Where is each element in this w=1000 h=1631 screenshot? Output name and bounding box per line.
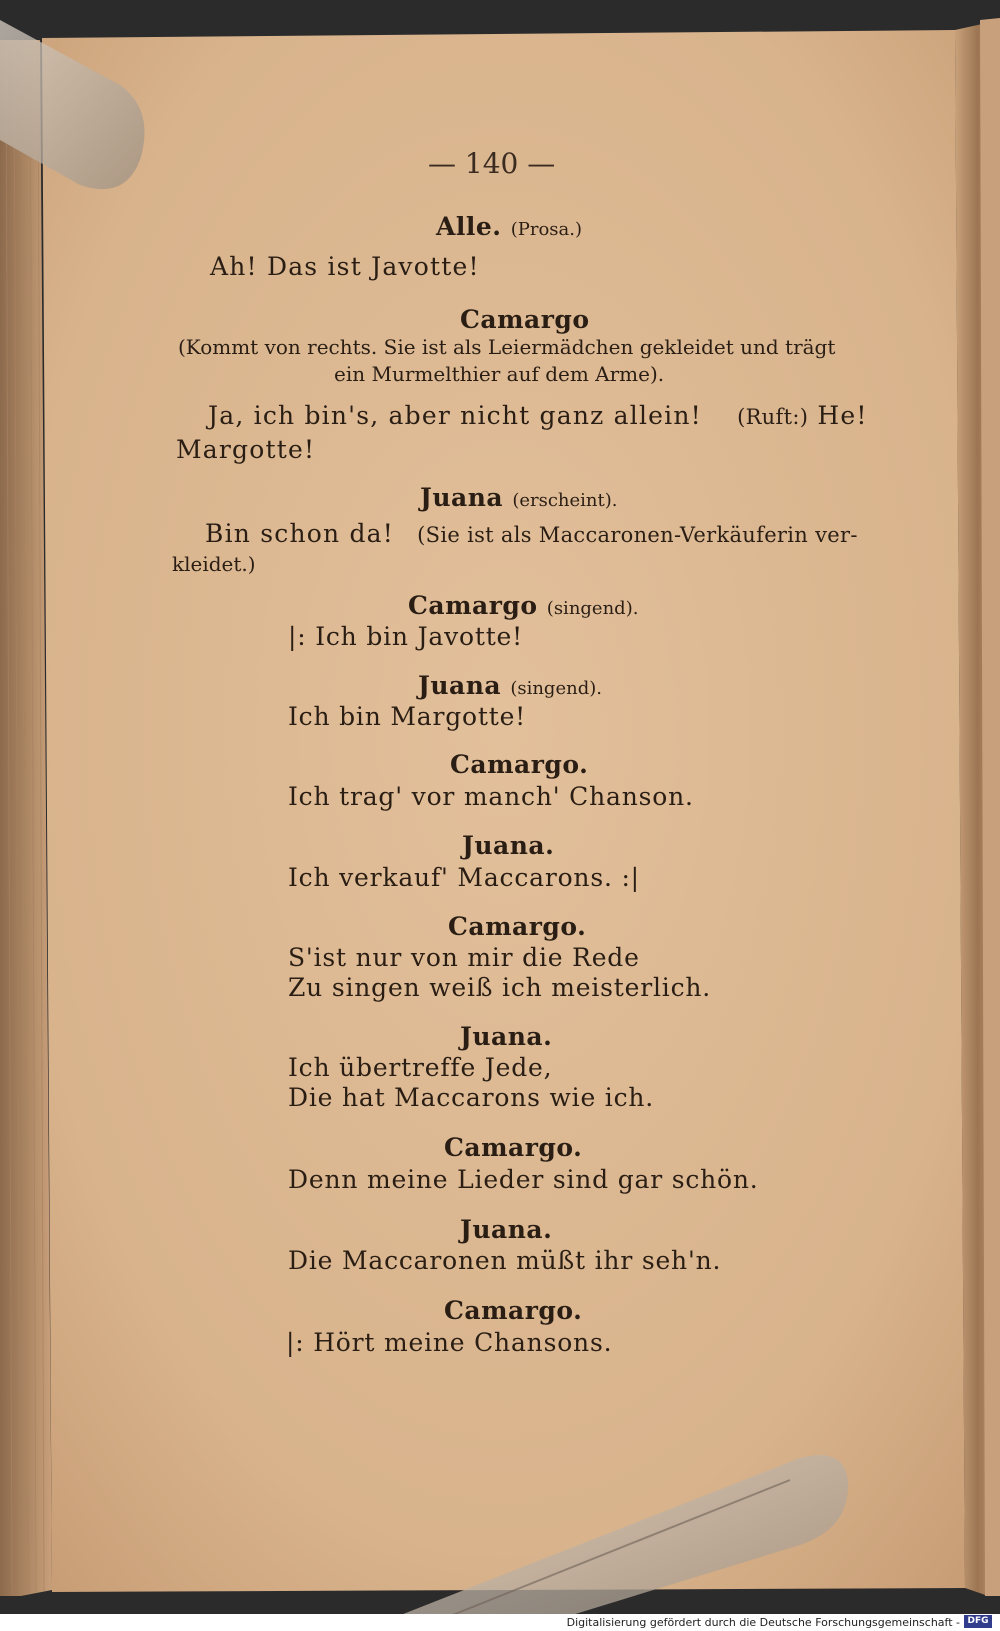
- speaker-name: Camargo: [408, 591, 538, 620]
- page-number: — 140 —: [428, 147, 556, 180]
- speaker-heading: [436, 214, 582, 239]
- speaker-name: Camargo: [460, 305, 590, 334]
- dialogue-line: [208, 403, 868, 428]
- dialogue-line: [205, 521, 858, 546]
- dialogue-text: He!: [817, 401, 868, 430]
- stage-direction: (Prosa.): [510, 219, 583, 240]
- verse-line: Ich bin Margotte!: [288, 702, 527, 731]
- dialogue-line: Ah! Das ist Javotte!: [210, 252, 480, 281]
- dialogue-text: Ja, ich bin's, aber nicht ganz allein!: [208, 401, 702, 430]
- verse-line: Ich übertreffe Jede,: [288, 1053, 553, 1082]
- speaker-heading: [418, 673, 602, 698]
- verse-line: S'ist nur von mir die Rede: [288, 943, 640, 972]
- dialogue-text: Bin schon da!: [205, 519, 395, 548]
- speaker-name: Juana.: [462, 831, 555, 860]
- stage-direction: (erscheint).: [512, 490, 618, 511]
- stage-direction: (Ruft:): [737, 405, 809, 429]
- stage-direction: ein Murmelthier auf dem Arme).: [334, 362, 665, 386]
- speaker-name: Juana.: [460, 1215, 553, 1244]
- speaker-name: Juana: [420, 483, 504, 512]
- speaker-heading: [408, 593, 638, 618]
- dialogue-line: Margotte!: [176, 435, 316, 464]
- verse-line: |: Hört meine Chansons.: [286, 1328, 613, 1357]
- speaker-name: Alle.: [436, 212, 502, 241]
- dfg-logo: DFG: [964, 1615, 992, 1628]
- speaker-name: Camargo.: [444, 1296, 583, 1325]
- speaker-name: Camargo.: [448, 912, 587, 941]
- speaker-name: Camargo.: [444, 1133, 583, 1162]
- stage-direction: (singend).: [546, 598, 639, 619]
- verse-line: Ich verkauf' Maccarons. :|: [288, 863, 640, 892]
- speaker-name: Juana: [418, 671, 502, 700]
- verse-line: Die Maccaronen müßt ihr seh'n.: [288, 1246, 722, 1275]
- verse-line: Zu singen weiß ich meisterlich.: [288, 973, 712, 1002]
- stage-direction: (singend).: [510, 678, 602, 699]
- stage-direction: kleidet.): [172, 552, 256, 576]
- stage-direction: (Kommt von rechts. Sie ist als Leiermädchen gekleidet und trägt: [178, 335, 836, 359]
- verse-line: Ich trag' vor manch' Chanson.: [288, 782, 694, 811]
- funding-notice: Digitalisierung gefördert durch die Deutsche Forschungsgemeinschaft -: [566, 1616, 960, 1629]
- speaker-heading: [420, 485, 617, 510]
- verse-line: Die hat Maccarons wie ich.: [288, 1083, 655, 1112]
- verse-line: |: Ich bin Javotte!: [288, 622, 523, 651]
- verse-line: Denn meine Lieder sind gar schön.: [288, 1165, 759, 1194]
- stage-direction: (Sie ist als Maccaronen-Verkäuferin ver-: [417, 523, 858, 547]
- speaker-name: Camargo.: [450, 750, 589, 779]
- speaker-name: Juana.: [460, 1022, 553, 1051]
